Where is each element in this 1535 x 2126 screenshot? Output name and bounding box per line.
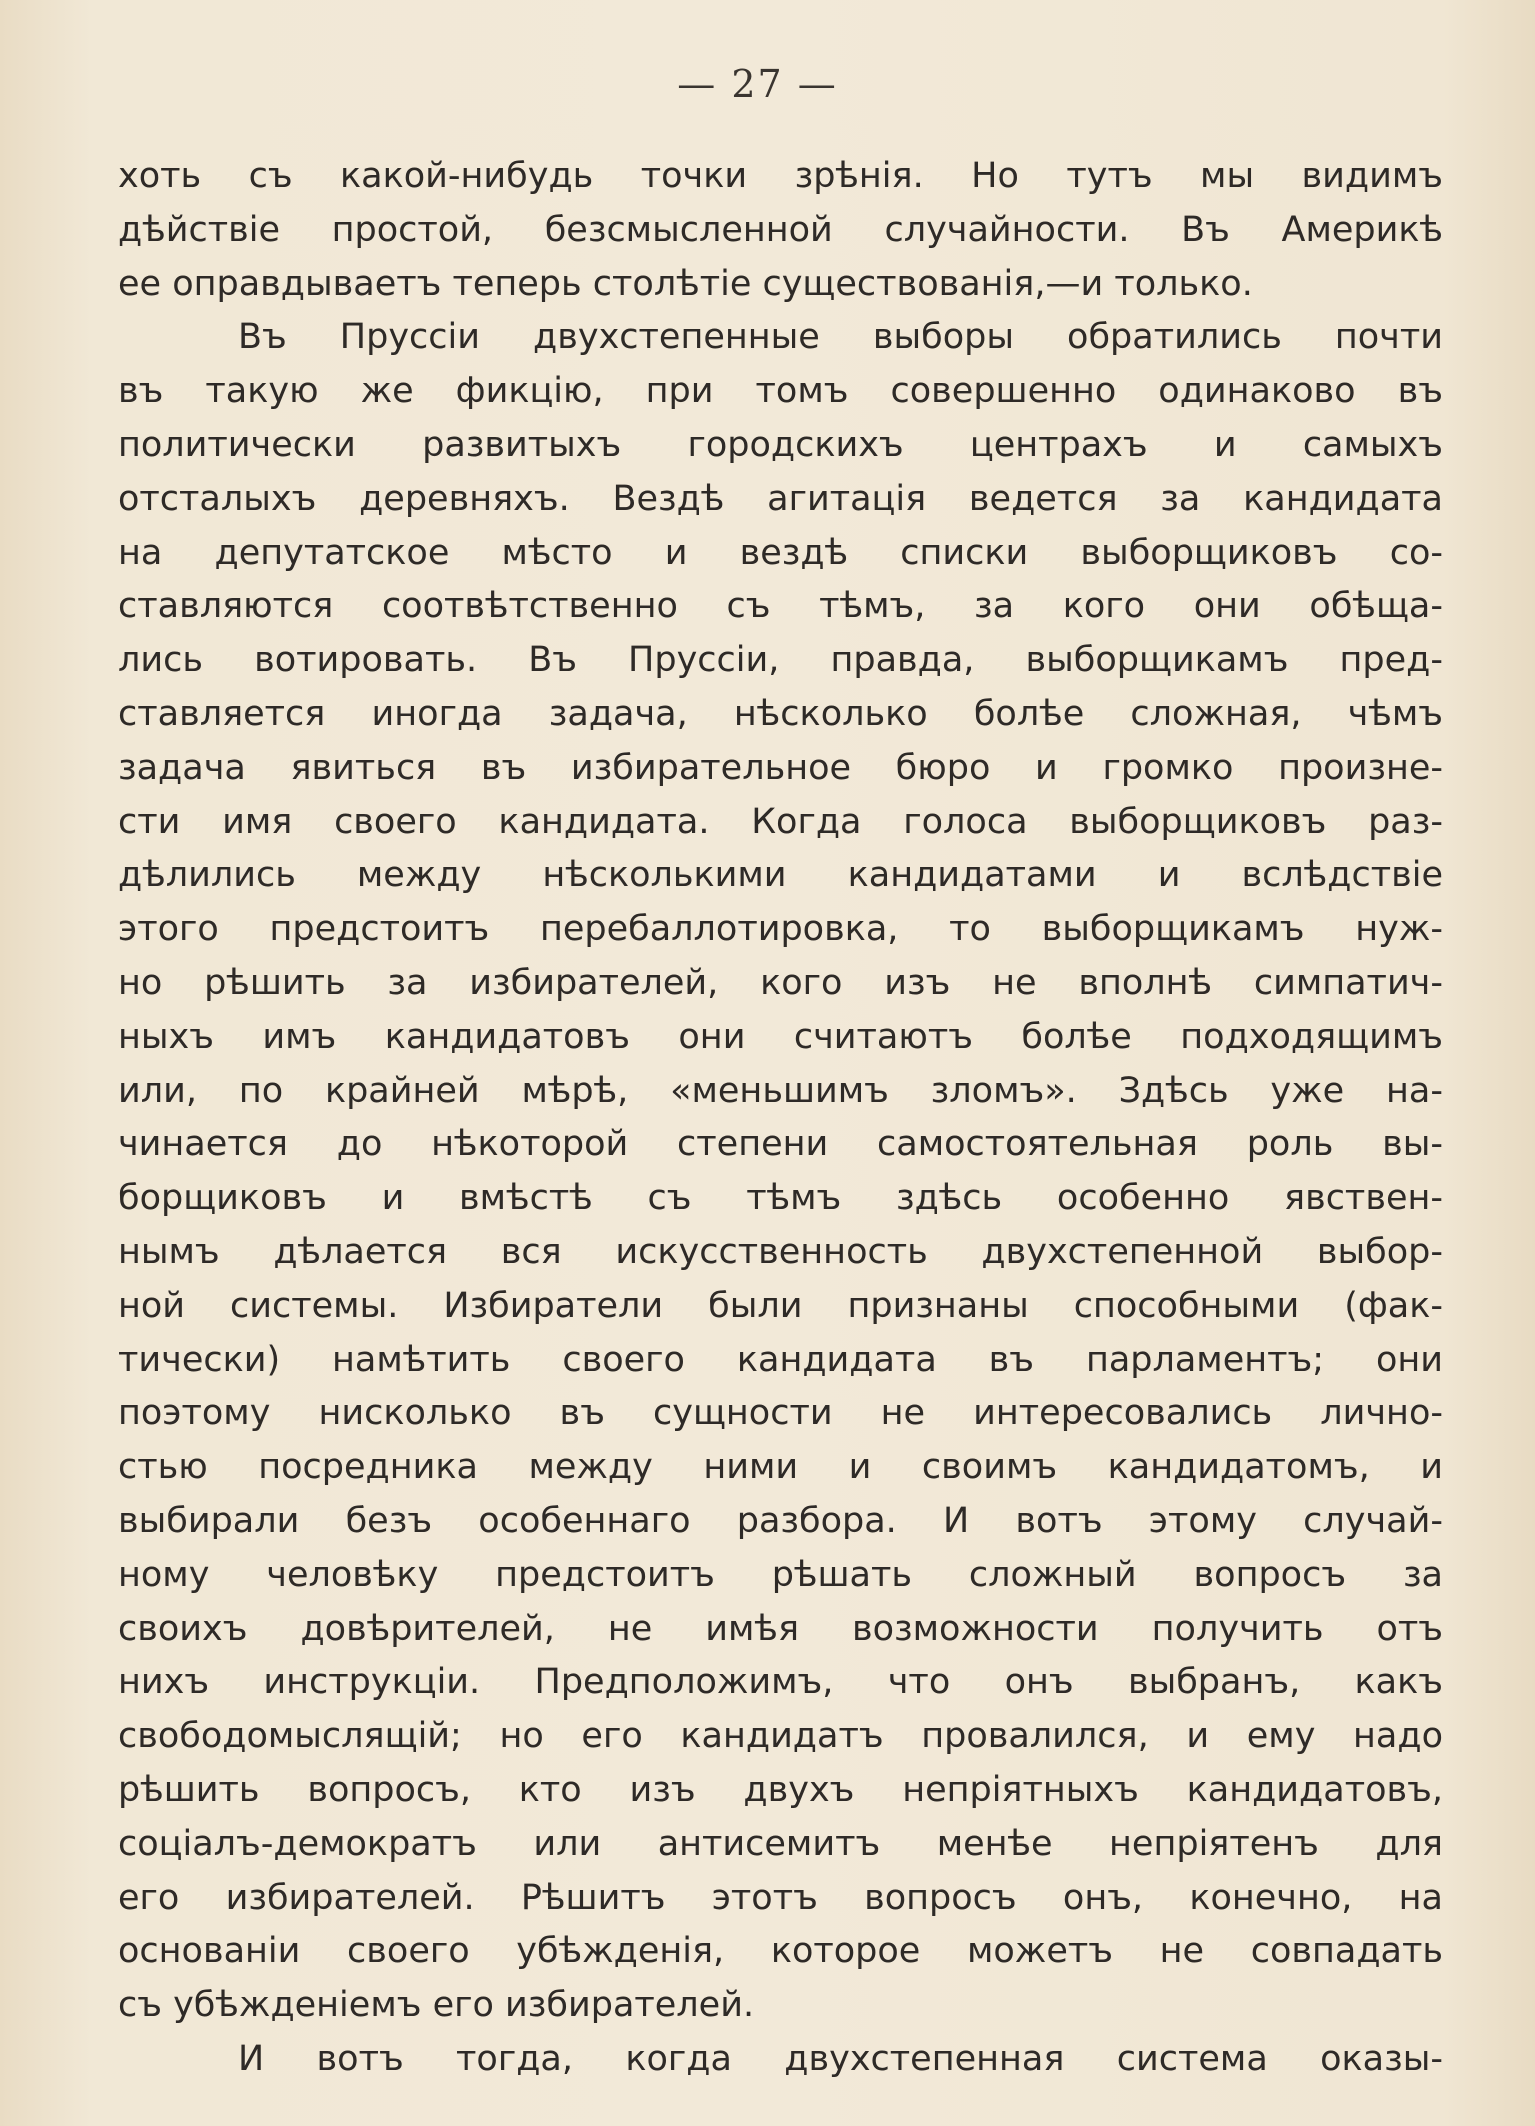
text-line: борщиковъ и вмѣстѣ съ тѣмъ здѣсь особенно явствен- (118, 1178, 1443, 1219)
text-line: ставляются соотвѣтственно съ тѣмъ, за кого они обѣща- (118, 586, 1443, 627)
text-line: нихъ инструкціи. Предположимъ, что онъ выбранъ, какъ (118, 1662, 1443, 1703)
text-line: своихъ довѣрителей, не имѣя возможности получить отъ (118, 1608, 1443, 1649)
text-line: И вотъ тогда, когда двухстепенная система оказы- (238, 2038, 1443, 2079)
text-line: лись вотировать. Въ Пруссіи, правда, выборщикамъ пред- (118, 640, 1443, 681)
text-line: ному человѣку предстоитъ рѣшать сложный вопросъ за (118, 1554, 1443, 1595)
text-line: стью посредника между ними и своимъ кандидатомъ, и (118, 1447, 1443, 1488)
text-line: или, по крайней мѣрѣ, «меньшимъ зломъ». Здѣсь уже на- (118, 1070, 1443, 1111)
text-line: съ убѣжденіемъ его избирателей. (118, 1985, 755, 2026)
text-line: ставляется иногда задача, нѣсколько болѣе сложная, чѣмъ (118, 693, 1443, 734)
text-line: политически развитыхъ городскихъ центрахъ и самыхъ (118, 424, 1443, 465)
text-line: соціалъ-демократъ или антисемитъ менѣе непріятенъ для (118, 1823, 1443, 1864)
text-line: ее оправдываетъ теперь столѣтіе существованія,—и только. (118, 263, 1253, 304)
text-line: Въ Пруссіи двухстепенные выборы обратились почти (238, 317, 1443, 358)
text-line: рѣшить вопросъ, кто изъ двухъ непріятныхъ кандидатовъ, (118, 1769, 1443, 1810)
text-line: на депутатское мѣсто и вездѣ списки выборщиковъ со- (118, 532, 1443, 573)
text-line: ныхъ имъ кандидатовъ они считаютъ болѣе подходящимъ (118, 1016, 1443, 1057)
text-line: этого предстоитъ перебаллотировка, то выборщикамъ нуж- (118, 909, 1443, 950)
text-line: отсталыхъ деревняхъ. Вездѣ агитація ведется за кандидата (118, 478, 1443, 519)
text-line: свободомыслящій; но его кандидатъ провалился, и ему надо (118, 1716, 1443, 1757)
text-line: но рѣшить за избирателей, кого изъ не вполнѣ симпатич- (118, 962, 1443, 1003)
text-line: поэтому нисколько въ сущности не интересовались лично- (118, 1393, 1443, 1434)
text-line: сти имя своего кандидата. Когда голоса выборщиковъ раз- (118, 801, 1443, 842)
text-line: хоть съ какой-нибудь точки зрѣнія. Но тутъ мы видимъ (118, 156, 1443, 196)
text-line: ной системы. Избиратели были признаны способными (фак- (118, 1285, 1443, 1326)
text-line: задача явиться въ избирательное бюро и громко произне- (118, 747, 1443, 788)
text-line: тически) намѣтить своего кандидата въ парламентъ; они (118, 1339, 1443, 1380)
text-line: дѣйствіе простой, безсмысленной случайности. Въ Америкѣ (118, 209, 1443, 250)
text-line: дѣлились между нѣсколькими кандидатами и вслѣдствіе (118, 855, 1443, 896)
page-number: — 27 — (677, 62, 838, 106)
text-line: чинается до нѣкоторой степени самостоятельная роль вы- (118, 1124, 1443, 1165)
text-line: основаніи своего убѣжденія, которое можетъ не совпадать (118, 1931, 1443, 1972)
body-text (118, 150, 1443, 2087)
text-line: въ такую же фикцію, при томъ совершенно одинаково въ (118, 371, 1443, 412)
text-line: нымъ дѣлается вся искусственность двухстепенной выбор- (118, 1231, 1443, 1272)
text-line: его избирателей. Рѣшитъ этотъ вопросъ онъ, конечно, на (118, 1877, 1443, 1918)
text-line: выбирали безъ особеннаго разбора. И вотъ этому случай- (118, 1500, 1443, 1541)
